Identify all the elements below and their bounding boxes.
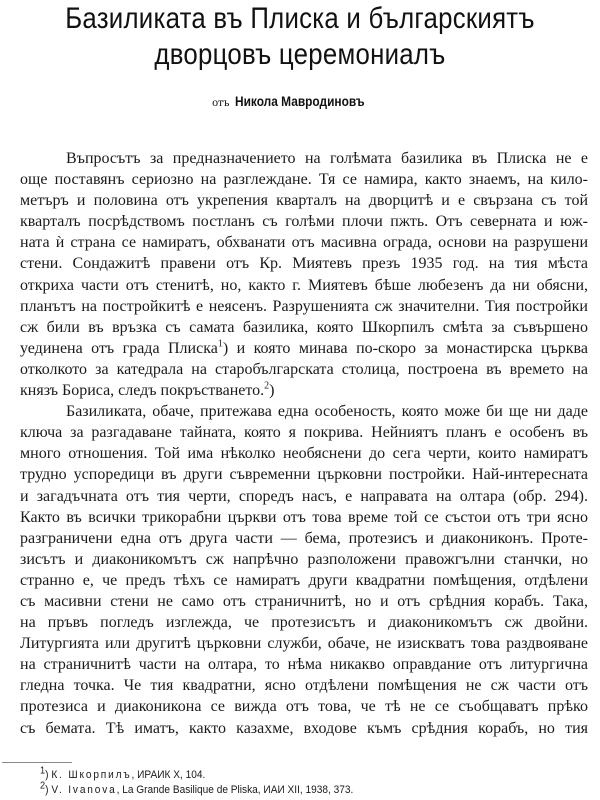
- body-line: Както въ всички трикорабни църкви отъ това време той се състои отъ три ясно: [20, 508, 588, 526]
- body-line: на пръвъ погледъ изглежда, че протезисътъ и диаконикомътъ сж двойни.: [20, 614, 588, 632]
- body-line: сж били въ връзка съ самата базилика, която Шкорпилъ смѣта за съвършено: [20, 318, 588, 336]
- article-title-line-2: дворцовъ церемониалъ: [154, 38, 446, 71]
- body-line: планътъ на постройкитѣ е неясенъ. Разрушенията сж значителни. Тия постройки: [20, 297, 588, 315]
- footnote-ref-1[interactable]: 1: [217, 338, 223, 350]
- body-line: странно е, че предъ тѣхъ се намиратъ други квадратни помѣщения, отдѣлени: [20, 571, 588, 589]
- body-line: ключа за разгадаване тайната, която я покрива. Нейниятъ планъ е особенъ въ: [20, 424, 588, 442]
- body-line: още поставянъ сериозно на разглеждане. Тя се намира, както знаемъ, на кило-: [20, 171, 588, 189]
- body-line: откриха части отъ стенитѣ, но, както г. Миятевъ бѣше любезенъ да ни обясни,: [20, 276, 588, 294]
- body-line: зисътъ и диаконикомътъ сж напрѣчно разположени правожгълни станчки, но: [20, 550, 588, 568]
- body-line-text: ): [269, 382, 275, 400]
- body-line: протезиса и диаконикона се вижда отъ това, че тѣ не се съобщаватъ прѣко: [20, 698, 588, 716]
- body-line-text: уединена отъ града Плиска: [20, 339, 218, 357]
- footnote-marker: 1: [40, 765, 46, 777]
- article-body: [20, 148, 588, 739]
- footnote-1: $^1$) К. Шкорпилъ, ИРАИК Х, 104.: [40, 765, 206, 781]
- body-line: и загадъчната отъ тия черти, споредъ насъ, е направата на олтара (обр. 294).: [20, 487, 588, 505]
- body-line: Базиликата, обаче, притежава една особеность, която може би ще ни даде: [66, 403, 588, 421]
- body-line: стени. Сондажитѣ правени отъ Кр. Миятевъ презъ 1935 год. на тия мѣста: [20, 255, 588, 273]
- author-name: Никола Мавродиновъ: [235, 93, 365, 109]
- article-title-line-1: Базиликата въ Плиска и българскиятъ: [65, 2, 535, 35]
- body-line: Въпросътъ за предназначението на голѣмата базилика въ Плиска не е: [66, 150, 588, 167]
- body-line: много отношения. Той има нѣколко необяснени до сега черти, които намиратъ: [20, 445, 588, 463]
- body-line-text: ) и която минава по-скоро за монастирска църква: [222, 339, 588, 357]
- body-line: отколкото за катедрала на старобългарската столица, построена въ времето на: [20, 360, 588, 378]
- footnote-text: , ИРАИК Х, 104.: [131, 769, 206, 781]
- footnotes: [40, 765, 590, 798]
- footnote-2: $^2$) V. Ivanova, La Grande Basilique de Pliska, ИАИ XII, 1938, 373.: [40, 780, 354, 796]
- body-line-text: князъ Бориса, следъ покръстването.: [20, 382, 265, 400]
- body-line: трудно успоредици въ други съвременни църковни постройки. Най-интересната: [20, 466, 588, 484]
- body-line-with-footnote-1: [20, 338, 588, 359]
- footnote-marker: 2: [40, 780, 46, 792]
- body-line: разграничени една отъ друга части — бема, протезисъ и диакониконъ. Протe-: [20, 529, 588, 547]
- body-line: гледна точка. Че тия квадратни, ясно отдѣлени помѣщения не сж части отъ: [20, 677, 588, 695]
- byline: [0, 92, 600, 112]
- footnote-text: , La Grande Basilique de Pliska, ИАИ XII, 1938, 373.: [116, 784, 354, 796]
- body-line-with-footnote-2: [20, 380, 588, 401]
- footnote-author: К. Шкорпилъ: [51, 769, 132, 781]
- body-line: съ масивни стени не само отъ страничнитѣ, но и отъ срѣдния корабъ. Така,: [20, 592, 588, 610]
- byline-prefix: отъ: [212, 95, 230, 109]
- body-line: съ бемата. Тѣ иматъ, както казахме, входове къмъ срѣдния корабъ, но тия: [20, 719, 588, 737]
- body-line: Литургията или другитѣ църковни служби, обаче, не изискватъ това раздвояване: [20, 635, 588, 653]
- body-line: на страничнитѣ части на олтара, то нѣма никакво оправдание отъ литургична: [20, 656, 588, 674]
- body-line: метъръ и половина отъ укрепения кварталъ на дворцитѣ и е свързана съ той: [20, 192, 588, 210]
- body-line: ната ѝ страна се намиратъ, обхванати отъ масивна ограда, основи на разрушени: [20, 234, 588, 252]
- footnote-ref-2[interactable]: 2: [264, 380, 270, 392]
- footnote-author: V. Ivanova: [51, 784, 117, 796]
- body-line: кварталъ посрѣдствомъ постланъ съ голѣми плочи пжть. Отъ северната и юж-: [20, 213, 588, 231]
- footnote-divider: [2, 762, 72, 763]
